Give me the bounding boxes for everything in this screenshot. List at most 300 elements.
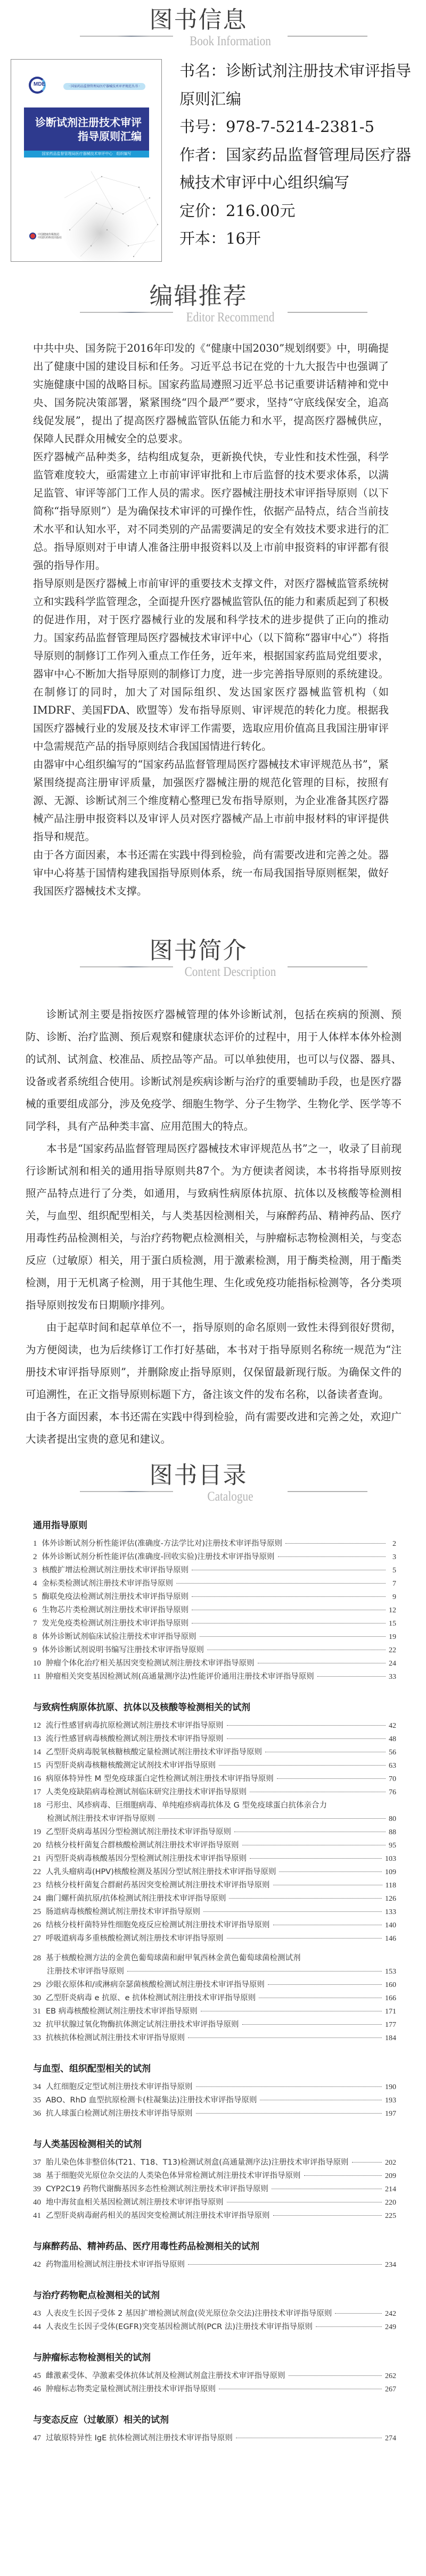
toc-entry-number: 6 bbox=[33, 1606, 37, 1614]
toc-entry-title: 人乳头瘤病毒(HPV)核酸检测及基因分型试剂注册技术审评指导原则 bbox=[46, 1868, 276, 1876]
section-subtitle: Content Description bbox=[184, 965, 276, 979]
toc-entry-page: 202 bbox=[385, 2159, 396, 2167]
section-title: 图书简介 bbox=[149, 937, 248, 964]
toc-entry-page: 70 bbox=[389, 1775, 396, 1783]
dot-leader bbox=[227, 1738, 386, 1739]
toc-entry-line bbox=[33, 1670, 396, 1684]
toc-entry-number: 24 bbox=[33, 1894, 41, 1903]
toc-entry-page: 3 bbox=[392, 1553, 396, 1561]
toc-entry-page: 42 bbox=[389, 1722, 396, 1730]
toc-entry[interactable] bbox=[33, 2081, 396, 2094]
toc-entry[interactable] bbox=[33, 2383, 396, 2396]
toc-entry[interactable] bbox=[33, 2032, 396, 2045]
dot-leader bbox=[289, 2375, 382, 2376]
toc-entry[interactable] bbox=[33, 1591, 396, 1604]
toc-entry-title: 体外诊断试剂分析性能评估(准确度-回收实验)注册技术审评指导原则 bbox=[42, 1553, 275, 1561]
toc-section bbox=[33, 2412, 396, 2445]
toc-entry-number: 37 bbox=[33, 2158, 41, 2167]
toc-entry-title: 乙型肝炎病毒 e 抗原、e 抗体检测试剂注册技术审评指导原则 bbox=[46, 1994, 256, 2002]
toc-section-heading: 与治疗药物靶点检测相关的试剂 bbox=[33, 2290, 160, 2301]
toc-entry[interactable] bbox=[33, 1992, 396, 2005]
toc-entry-page: 249 bbox=[385, 2323, 396, 2331]
toc-entry-title: 肿瘤相关突变基因检测试剂(高通量测序法)性能评价通用注册技术审评指导原则 bbox=[45, 1672, 314, 1681]
toc-entry-line bbox=[33, 1759, 396, 1772]
toc-entry-line bbox=[33, 2307, 396, 2321]
toc-entry-title: 结核分枝杆菌特异性细胞免疫反应检测试剂注册技术审评指导原则 bbox=[46, 1921, 270, 1929]
toc-entry[interactable] bbox=[33, 2370, 396, 2383]
toc-section-heading: 与人类基因检测相关的试剂 bbox=[33, 2139, 142, 2150]
toc-entry[interactable] bbox=[33, 2018, 396, 2032]
paragraph: 指导原则是医疗器械上市前审评的重要技术支撑文件，对医疗器械监管系统树立和实践科学监管理念，全面提升医疗器械监管队伍的能力和素质起到了积极的促进作用，对于医疗器械行业的发展和科学技术的进步提供了正向的推动力。国家药品监督管理局医疗器械技术审评中心（以下简称“器审中心”）将指导原则的制修订工作列入重点工作任务，近年来，根据国家药监局党组要求，器审中心不断加大指导原则的制修订力度，进一步完善指导原则的系统建设。在制修订的同时，加大了对国际组织、发达国家医疗器械监管机构（如IMDRF、美国FDA、欧盟等）发布指导原则、审评规范的转化力度。根据我国医疗器械行业的发展及技术审评工作需要，选取应用价值高且我国注册审评中急需规范产品的指导原则结合我国国情进行转化。 bbox=[33, 577, 389, 752]
cover-title-line1: 诊断试剂注册技术审评 bbox=[35, 116, 142, 129]
toc-entry-page: 171 bbox=[385, 2008, 396, 2016]
toc-entry-title: 肠道病毒核酸检测试剂注册技术审评指导原则 bbox=[46, 1908, 200, 1916]
toc-entry-page: 153 bbox=[385, 1968, 396, 1976]
toc-entry-page: 262 bbox=[385, 2372, 396, 2380]
toc-entry-line bbox=[33, 1879, 396, 1892]
dot-leader bbox=[196, 2113, 382, 2114]
section-subtitle: Book Information bbox=[190, 34, 271, 48]
toc-entry-title: 病原体特异性 M 型免疫球蛋白定性检测试剂注册技术审评指导原则 bbox=[46, 1775, 274, 1783]
toc-entry[interactable] bbox=[33, 1733, 396, 1746]
toc-entry-number: 44 bbox=[33, 2323, 41, 2331]
toc-entry-number: 3 bbox=[33, 1566, 37, 1575]
divider bbox=[288, 966, 367, 967]
toc-entry-page: 190 bbox=[385, 2083, 396, 2091]
dot-leader bbox=[227, 1938, 382, 1939]
toc-entry-title: 体外诊断试剂分析性能评估(准确度-方法学比对)注册技术审评指导原则 bbox=[42, 1539, 283, 1548]
toc-entry[interactable] bbox=[33, 1617, 396, 1630]
toc-entry-number: 21 bbox=[33, 1854, 41, 1863]
toc-entry-page: 193 bbox=[385, 2097, 396, 2105]
toc-entry[interactable] bbox=[33, 1879, 396, 1892]
toc-entry-title: 地中海贫血相关基因检测试剂注册技术审评指导原则 bbox=[46, 2198, 224, 2207]
toc-entry-page: 48 bbox=[389, 1735, 396, 1743]
dot-leader bbox=[268, 1984, 382, 1985]
toc-entry[interactable] bbox=[33, 1892, 396, 1906]
toc-entry-number: 36 bbox=[33, 2109, 41, 2118]
toc-entry-page: 103 bbox=[385, 1855, 396, 1863]
toc-entry[interactable] bbox=[33, 2005, 396, 2018]
toc-entry-number: 18 bbox=[33, 1801, 41, 1810]
dot-leader bbox=[317, 1676, 386, 1677]
toc-entry-title: 酶联免疫法检测试剂注册技术审评指导原则 bbox=[42, 1593, 189, 1601]
toc-entry[interactable] bbox=[33, 1952, 396, 1978]
toc-entry[interactable] bbox=[33, 2209, 396, 2223]
toc-section bbox=[33, 2061, 396, 2121]
toc-entry-line bbox=[33, 1644, 396, 1657]
toc-entry-number: 5 bbox=[33, 1593, 37, 1601]
toc-entry[interactable] bbox=[33, 1799, 396, 1826]
paragraph: 医疗器械产品种类多，结构组成复杂，更新换代快，专业性和技术性强，科学监管难度较大，亟需建立上市前审评审批和上市后监督的技术要求体系，以满足监管、审评等部门工作人员的需求。医疗器械注册技术审评指导原则（以下简称“指导原则”）是为确保技术审评的可操作性，依据产品特点，结合当前技术水平和认知水平，对不同类别的产品需要满足的安全有效技术要求进行的汇总。指导原则对于申请人准备注册申报资料以及上市前申报资料的审评都有很强的指导作用。 bbox=[33, 451, 389, 571]
toc-entry-number: 13 bbox=[33, 1735, 41, 1743]
toc-entry-page: 160 bbox=[385, 1981, 396, 1989]
toc-entry[interactable] bbox=[33, 1657, 396, 1670]
toc-entry-title: 丙型肝炎病毒核糖核酸测定试剂技术审评指导原则 bbox=[46, 1761, 216, 1770]
logo-text: MDE bbox=[34, 81, 46, 87]
book-cover-image bbox=[11, 59, 162, 262]
paragraph: 由于各方面因素，本书还需在实践中得到检验，尚有需要改进和完善之处，欢迎广大读者提出宝贵的意见和建议。 bbox=[26, 1411, 402, 1445]
toc-entry[interactable] bbox=[33, 2107, 396, 2121]
divider bbox=[288, 1491, 367, 1492]
toc-entry-title: 乙型肝炎病毒耐药相关的基因突变检测试剂注册技术审评指导原则 bbox=[46, 2211, 270, 2220]
toc-entry[interactable] bbox=[33, 1772, 396, 1786]
paragraph: 由于起草时间和起草单位不一，指导原则的命名原则一致性未得到很好贯彻，为方便阅读，也为后续修订工作打好基础，本书对于指导原则名称统一规范为“注册技术审评指导原则”，并删除废止指导原则，仅保留最新现行版。为确保文件的可追溯性，在正文指导原则标题下方，备注该文件的发布名称，以备读者查询。 bbox=[26, 1321, 402, 1401]
toc-entry-number: 27 bbox=[33, 1934, 41, 1943]
toc-entry-line bbox=[33, 1932, 396, 1945]
toc-entry-page: 109 bbox=[385, 1868, 396, 1876]
dot-leader bbox=[176, 1583, 386, 1584]
toc-entry-number: 34 bbox=[33, 2083, 41, 2091]
toc-entry-line bbox=[33, 2169, 396, 2183]
toc-entry-number: 26 bbox=[33, 1921, 41, 1929]
toc-entry[interactable] bbox=[33, 1826, 396, 1839]
toc-section bbox=[33, 1518, 396, 1684]
toc-entry-number: 47 bbox=[33, 2434, 41, 2442]
toc-entry-line bbox=[33, 1746, 396, 1759]
toc-entry-number: 33 bbox=[33, 2034, 41, 2042]
toc-entry-title: 体外诊断试剂临床试验注册技术审评指导原则 bbox=[42, 1633, 196, 1641]
toc-section-heading: 与肿瘤标志物检测相关的试剂 bbox=[33, 2353, 151, 2363]
toc-entry-title: 结核分枝杆菌复合群耐药基因突变检测试剂注册技术审评指导原则 bbox=[46, 1881, 270, 1890]
toc-entry-line bbox=[33, 2183, 396, 2196]
toc-entry-title: 丙型肝炎病毒核酸基因分型检测试剂注册技术审评指导原则 bbox=[46, 1854, 247, 1863]
toc-entry[interactable] bbox=[33, 1644, 396, 1657]
divider bbox=[288, 312, 367, 313]
toc-entry-page: 274 bbox=[385, 2434, 396, 2442]
toc-entry-number: 9 bbox=[33, 1646, 37, 1654]
dot-leader bbox=[127, 1971, 382, 1972]
toc-entry-title: 发光免疫类检测试剂注册技术审评指导原则 bbox=[42, 1619, 189, 1628]
toc-entry-line bbox=[33, 1799, 396, 1812]
toc-entry[interactable] bbox=[33, 1746, 396, 1759]
editor-recommend-header bbox=[0, 281, 426, 329]
toc-entry-title: 人类免疫缺陷病毒检测试剂临床研究注册技术审评指导原则 bbox=[46, 1788, 247, 1796]
toc-entry-number: 31 bbox=[33, 2007, 41, 2016]
toc-entry[interactable] bbox=[33, 2094, 396, 2107]
toc-entry[interactable] bbox=[33, 1978, 396, 1992]
section-subtitle: Editor Recommend bbox=[186, 310, 275, 325]
globe-network-graphic bbox=[59, 166, 160, 262]
toc-entry[interactable] bbox=[33, 1932, 396, 1945]
toc-entry-page: 12 bbox=[389, 1606, 396, 1614]
dot-leader bbox=[188, 2037, 382, 2038]
book-name: 书名：诊断试剂注册技术审评指导原则汇编 bbox=[179, 62, 412, 108]
toc-entry-title: 抗核抗体检测试剂注册技术审评指导原则 bbox=[46, 2034, 185, 2042]
toc-entry-number: 42 bbox=[33, 2260, 41, 2269]
toc-entry-page: 56 bbox=[389, 1749, 396, 1757]
book-price: 定价：216.00元 bbox=[179, 201, 296, 220]
toc-entry-line bbox=[33, 1577, 396, 1591]
toc-entry-page: 33 bbox=[389, 1673, 396, 1681]
dot-leader bbox=[192, 1623, 386, 1624]
toc-entry-title: 核酸扩增法检测试剂注册技术审评指导原则 bbox=[42, 1566, 189, 1575]
dot-leader bbox=[188, 2264, 382, 2265]
toc-entry-line bbox=[33, 1733, 396, 1746]
dot-leader bbox=[242, 2024, 382, 2025]
toc-entry-page: 166 bbox=[385, 1994, 396, 2002]
toc-section-heading: 与麻醉药品、精神药品、医疗用毒性药品检测相关的试剂 bbox=[33, 2241, 259, 2252]
toc-entry-line bbox=[33, 2094, 396, 2107]
publisher-mark-icon bbox=[29, 233, 36, 239]
toc-entry-title: 金标类检测试剂注册技术审评指导原则 bbox=[42, 1579, 173, 1588]
toc-entry-page: 214 bbox=[385, 2185, 396, 2193]
dot-leader bbox=[250, 1858, 382, 1859]
dot-leader bbox=[273, 2215, 382, 2216]
toc-entry[interactable] bbox=[33, 1577, 396, 1591]
toc-entry-page: 133 bbox=[385, 1908, 396, 1916]
toc-entry-line bbox=[33, 2032, 396, 2045]
toc-entry-number: 10 bbox=[33, 1659, 41, 1668]
book-author: 作者：国家药品监督管理局医疗器械技术审评中心组织编写 bbox=[179, 145, 412, 192]
toc-entry[interactable] bbox=[33, 2258, 396, 2272]
divider bbox=[80, 1491, 173, 1492]
toc-entry-line bbox=[33, 2370, 396, 2383]
toc-entry-page: 140 bbox=[385, 1921, 396, 1929]
toc-entry-number: 28 bbox=[33, 1954, 41, 1962]
publisher-line2: 中国医药科技出版社 bbox=[38, 236, 62, 239]
toc-entry[interactable] bbox=[33, 2183, 396, 2196]
toc-entry-title: 生物芯片类检测试剂注册技术审评指导原则 bbox=[42, 1606, 189, 1614]
toc-section bbox=[33, 2288, 396, 2334]
paragraph: 由器审中心组织编写的“国家药品监督管理局医疗器械技术审评规范丛书”，紧紧围绕提高注册审评质量，加强医疗器械注册的规范化管理的目标，按照有源、无源、诊断试剂三个维度精心整理已发布指导原则，为企业准备其医疗器械产品注册申报资料以及审评人员对医疗器械产品上市前申报材料的审评提供指导和规范。 bbox=[33, 758, 389, 843]
dot-leader bbox=[203, 1911, 382, 1912]
toc-entry[interactable] bbox=[33, 1919, 396, 1932]
toc-entry-line bbox=[33, 2081, 396, 2094]
toc-entry[interactable] bbox=[33, 1759, 396, 1772]
section-subtitle: Catalogue bbox=[207, 1489, 253, 1504]
toc-entry-page: 80 bbox=[389, 1815, 396, 1823]
toc-entry-page: 2 bbox=[392, 1540, 396, 1548]
toc-entry-number: 20 bbox=[33, 1841, 41, 1850]
section-title: 图书信息 bbox=[149, 6, 248, 34]
toc-entry[interactable] bbox=[33, 2307, 396, 2321]
book-isbn: 书号：978-7-5214-2381-5 bbox=[179, 118, 375, 136]
toc-entry-title: 流行性感冒病毒抗原检测试剂注册技术审评指导原则 bbox=[46, 1721, 224, 1730]
dot-leader bbox=[277, 1778, 386, 1779]
toc-entry-line bbox=[33, 1906, 396, 1919]
dot-leader bbox=[278, 1556, 386, 1557]
publisher-line1: 中国健康传媒集团 bbox=[38, 233, 60, 236]
toc-entry-page: 220 bbox=[385, 2199, 396, 2207]
toc-entry-page: 126 bbox=[385, 1895, 396, 1903]
toc-entry-number: 15 bbox=[33, 1761, 41, 1770]
toc-entry-title: 人表皮生长因子受体 2 基因扩增检测试剂盒(荧光原位杂交法)注册技术审评指导原则 bbox=[46, 2309, 332, 2318]
toc-section-heading: 与致病性病原体抗原、抗体以及核酸等检测相关的试剂 bbox=[33, 1702, 250, 1713]
paragraph: 本书是“国家药品监督管理局医疗器械技术审评规范丛书”之一，收录了目前现行诊断试剂和相关的通用指导原则共87个。为方便读者阅读，本书将指导原则按照产品特点进行了分类，如通用，与致病性病原体抗原、抗体以及核酸等检测相关，与血型、组织配型相关，与人类基因检测相关，与麻醉药品、精神药品、医疗用毒性药品检测相关，与治疗药物靶点检测相关，与肿瘤标志物检测相关，与变态反应（过敏原）相关，用于蛋白质检测，用于激素检测，用于酶类检测，用于酯类检测，用于无机离子检测，用于其他生理、生化或免疫功能指标检测等，各分类项指导原则按发布日期顺序排列。 bbox=[26, 1142, 402, 1311]
toc-entry-line bbox=[33, 1826, 396, 1839]
toc-entry-number: 14 bbox=[33, 1748, 41, 1757]
section-title: 图书目录 bbox=[149, 1462, 248, 1489]
toc-entry-line bbox=[33, 2005, 396, 2018]
toc-entry[interactable] bbox=[33, 2321, 396, 2334]
paragraph: 中共中央、国务院于2016年印发的《“健康中国2030”规划纲要》中，明确提出了健康中国的建设目标和任务。习近平总书记在党的十九大报告中也强调了实施健康中国的战略目标。国家药监局遵照习近平总书记重要讲话精神和党中央、国务院决策部署，紧紧围绕“四个最严”要求，坚持“守底线保安全，追高线促发展”，提出了提高医疗器械监管队伍能力和水平，提高医疗器械供应，保障人民群众用械安全的总要求。 bbox=[33, 342, 389, 445]
cover-title-band bbox=[24, 107, 149, 151]
toc-entry-line bbox=[33, 2107, 396, 2121]
divider bbox=[288, 36, 367, 37]
toc-entry-title-cont: 检测试剂注册技术审评指导原则 bbox=[47, 1815, 155, 1823]
toc-entry-number: 23 bbox=[33, 1881, 41, 1890]
toc-entry-title: 抗人球蛋白检测试剂注册技术审评指导原则 bbox=[46, 2109, 193, 2118]
toc-entry-title: 人表皮生长因子受体(EGFR)突变基因检测试剂(PCR 法)注册技术审评指导原则 bbox=[46, 2323, 313, 2331]
toc-entry-line bbox=[33, 2209, 396, 2223]
toc-entry-line bbox=[33, 2432, 396, 2445]
dot-leader bbox=[352, 2162, 382, 2163]
toc-entry-number: 17 bbox=[33, 1788, 41, 1796]
toc-entry-title: 基于细胞荧光原位杂交法的人类染色体异常检测试剂注册技术审评指导原则 bbox=[46, 2172, 301, 2180]
toc-entry-title: 雌激素受体、孕激素受体抗体试剂及检测试剂盒注册技术审评指导原则 bbox=[46, 2372, 285, 2380]
toc-entry-line bbox=[33, 1657, 396, 1670]
toc-entry-number: 40 bbox=[33, 2198, 41, 2207]
dot-leader bbox=[200, 1636, 386, 1637]
toc-entry-number: 38 bbox=[33, 2172, 41, 2180]
toc-entry[interactable] bbox=[33, 1630, 396, 1644]
toc-entry-line bbox=[33, 1852, 396, 1866]
toc-entry-page: 7 bbox=[392, 1580, 396, 1588]
dot-leader bbox=[304, 2175, 382, 2176]
toc-entry-line bbox=[33, 1992, 396, 2005]
divider bbox=[80, 36, 173, 37]
toc-entry-page: 184 bbox=[385, 2034, 396, 2042]
toc-entry-page: 15 bbox=[389, 1620, 396, 1628]
toc-entry-number: 39 bbox=[33, 2185, 41, 2193]
toc-entry[interactable] bbox=[33, 1839, 396, 1852]
toc-entry-title: 呼吸道病毒多重核酸检测试剂注册技术审评指导原则 bbox=[46, 1934, 224, 1943]
toc-entry-line bbox=[33, 1719, 396, 1733]
dot-leader bbox=[229, 1898, 382, 1899]
toc-entry[interactable] bbox=[33, 1906, 396, 1919]
toc-entry-line bbox=[33, 2321, 396, 2334]
toc-entry-title: 药物滥用检测试剂注册技术审评指导原则 bbox=[46, 2260, 185, 2269]
toc-entry[interactable] bbox=[33, 1852, 396, 1866]
dot-leader bbox=[192, 1596, 386, 1597]
toc-entry-title: 弓形虫、风疹病毒、巨细胞病毒、单纯疱疹病毒抗体及 G 型免疫球蛋白抗体亲合力 bbox=[46, 1801, 327, 1810]
cover-series: · 国家药品监督管理局医疗器械技术审评规范丛书 · bbox=[63, 83, 145, 90]
toc-entry[interactable] bbox=[33, 2169, 396, 2183]
toc-entry-number: 8 bbox=[33, 1633, 37, 1641]
toc-section bbox=[33, 1700, 396, 2045]
toc-entry-line bbox=[33, 1564, 396, 1577]
toc-entry[interactable] bbox=[33, 1604, 396, 1617]
toc-entry-page: 267 bbox=[385, 2386, 396, 2393]
toc-entry-number: 32 bbox=[33, 2020, 41, 2029]
dot-leader bbox=[316, 2326, 382, 2327]
toc-entry-line bbox=[33, 1630, 396, 1644]
toc-entry[interactable] bbox=[33, 2156, 396, 2169]
publisher-logo bbox=[29, 233, 62, 239]
toc-entry-page: 24 bbox=[389, 1660, 396, 1668]
dot-leader bbox=[227, 1725, 386, 1726]
editor-recommend-text bbox=[33, 339, 389, 900]
toc-entry-number: 19 bbox=[33, 1828, 41, 1836]
book-info-header bbox=[0, 5, 426, 53]
divider bbox=[80, 966, 173, 967]
toc-entry-line bbox=[33, 2258, 396, 2272]
toc-entry-line bbox=[33, 1812, 396, 1826]
toc-entry-line bbox=[33, 1839, 396, 1852]
toc-entry-number: 46 bbox=[33, 2385, 41, 2393]
toc-entry-page: 76 bbox=[389, 1788, 396, 1796]
toc-entry-title: ABO、RhD 血型抗原检测卡(柱凝集法)注册技术审评指导原则 bbox=[46, 2096, 257, 2105]
toc-entry-page: 22 bbox=[389, 1646, 396, 1654]
toc-entry[interactable] bbox=[33, 1670, 396, 1684]
toc-entry-page: 242 bbox=[385, 2310, 396, 2318]
toc-entry-page: 197 bbox=[385, 2110, 396, 2118]
toc-entry-page: 19 bbox=[389, 1633, 396, 1641]
catalogue-header bbox=[0, 1461, 426, 1509]
cover-title-line2: 指导原则汇编 bbox=[78, 130, 142, 143]
toc-entry-page: 225 bbox=[385, 2212, 396, 2220]
toc-entry-line bbox=[33, 2383, 396, 2396]
toc-entry-title: 体外诊断试剂说明书编写注册技术审评指导原则 bbox=[42, 1646, 204, 1654]
toc-entry-line bbox=[33, 2156, 396, 2169]
toc-entry-number: 1 bbox=[33, 1539, 37, 1548]
toc-entry-number: 45 bbox=[33, 2372, 41, 2380]
toc-entry-title: 肿瘤个体化治疗相关基因突变检测试剂注册技术审评指导原则 bbox=[46, 1659, 255, 1668]
toc-entry-line bbox=[33, 1604, 396, 1617]
toc-entry[interactable] bbox=[33, 1537, 396, 1551]
toc-entry-number: 22 bbox=[33, 1868, 41, 1876]
toc-entry-number: 30 bbox=[33, 1994, 41, 2002]
toc-entry[interactable] bbox=[33, 1564, 396, 1577]
toc-entry-line bbox=[33, 1978, 396, 1992]
toc-entry[interactable] bbox=[33, 1719, 396, 1733]
dot-leader bbox=[196, 2086, 382, 2087]
toc-entry-number: 35 bbox=[33, 2096, 41, 2105]
section-title: 编辑推荐 bbox=[149, 283, 248, 310]
toc-entry-line bbox=[33, 1772, 396, 1786]
toc-entry-page: 88 bbox=[389, 1828, 396, 1836]
toc-section-heading: 与变态反应（过敏原）相关的试剂 bbox=[33, 2415, 169, 2425]
toc-entry-page: 209 bbox=[385, 2172, 396, 2180]
dot-leader bbox=[158, 1818, 386, 1819]
toc-entry-number: 12 bbox=[33, 1721, 41, 1730]
dot-leader bbox=[285, 1543, 386, 1544]
toc-entry-number: 16 bbox=[33, 1775, 41, 1783]
toc-entry[interactable] bbox=[33, 1866, 396, 1879]
toc-entry[interactable] bbox=[33, 2432, 396, 2445]
toc-entry-line bbox=[33, 2196, 396, 2209]
toc-entry-title: 流行性感冒病毒核酸检测试剂注册技术审评指导原则 bbox=[46, 1735, 224, 1743]
toc-entry[interactable] bbox=[33, 2196, 396, 2209]
toc-entry[interactable] bbox=[33, 1551, 396, 1564]
toc-entry[interactable] bbox=[33, 1786, 396, 1799]
toc-entry-page: 177 bbox=[385, 2021, 396, 2029]
toc-entry-title: 胎儿染色体非整倍体(T21、T18、T13)检测试剂盒(高通量测序法)注册技术审评指导原则 bbox=[46, 2158, 349, 2167]
toc-entry-title: 结核分枝杆菌复合群核酸检测试剂注册技术审评指导原则 bbox=[46, 1841, 239, 1850]
dot-leader bbox=[335, 2313, 382, 2314]
toc-entry-page: 234 bbox=[385, 2261, 396, 2269]
toc-entry-number: 25 bbox=[33, 1908, 41, 1916]
toc-entry-page: 95 bbox=[389, 1842, 396, 1850]
cover-organizer: 国家药品监督管理局医疗器械技术审评中心 组织编写 bbox=[24, 151, 149, 158]
content-description-text bbox=[26, 1004, 402, 1451]
toc-entry-title: EB 病毒核酸检测试剂注册技术审评指导原则 bbox=[46, 2007, 198, 2016]
toc-entry-line bbox=[33, 1919, 396, 1932]
toc-entry-number: 11 bbox=[33, 1672, 41, 1681]
toc-entry-title: 过敏原特异性 IgE 抗体检测试剂注册技术审评指导原则 bbox=[46, 2434, 233, 2442]
toc-entry-number: 41 bbox=[33, 2211, 41, 2220]
toc-section bbox=[33, 2136, 396, 2223]
toc-entry-page: 63 bbox=[389, 1762, 396, 1770]
toc-entry-title: 基于核酸检测方法的金黄色葡萄球菌和耐甲氧西林金黄色葡萄球菌检测试剂 bbox=[46, 1954, 301, 1962]
dot-leader bbox=[279, 1871, 382, 1872]
dot-leader bbox=[219, 1765, 386, 1766]
toc-entry-number: 43 bbox=[33, 2309, 41, 2318]
paragraph: 诊断试剂主要是指按医疗器械管理的体外诊断试剂，包括在疾病的预测、预防、诊断、治疗监测、预后观察和健康状态评价的过程中，用于人体样本体外检测的试剂、试剂盒、校准品、质控品等产品。可以单独使用，也可以与仪器、器具、设备或者系统组合使用。诊断试剂是疾病诊断与治疗的重要辅助手段，也是医疗器械的重要组成部分，涉及免疫学、细胞生物学、分子生物学、生物化学、医学等不同学科，具有产品种类丰富、应用范围大的特点。 bbox=[26, 1008, 402, 1132]
toc-entry-title: 乙型肝炎病毒基因分型检测试剂注册技术审评指导原则 bbox=[46, 1828, 231, 1836]
toc-entry-title: 沙眼衣原体和/或淋病奈瑟菌核酸检测试剂注册技术审评指导原则 bbox=[46, 1981, 265, 1989]
